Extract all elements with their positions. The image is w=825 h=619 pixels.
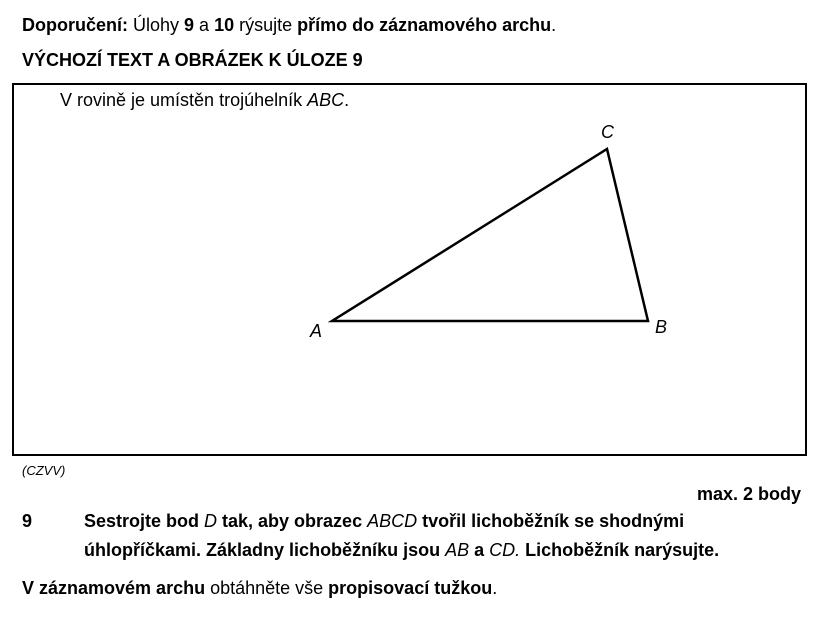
pen-note-text-1: V	[22, 578, 40, 598]
pen-note-pen: propisovací tužkou	[328, 578, 493, 598]
pen-note-text-2: obtáhněte vše	[205, 578, 329, 598]
vertex-label-c: C	[601, 122, 614, 142]
task-text-4: úhlopříčkami. Základny lichoběžníku jsou	[84, 540, 446, 560]
recommendation-emphasis: přímo do záznamového archu	[297, 15, 552, 35]
vertex-label-b: B	[655, 317, 668, 337]
base-cd: CD.	[489, 540, 521, 560]
triangle-abc	[332, 149, 648, 321]
task-text-line-1	[84, 511, 684, 532]
task-number-10-ref: 10	[214, 15, 235, 35]
recommendation-label: Doporučení:	[22, 15, 128, 35]
task-text-line-2	[84, 540, 719, 561]
base-ab: AB	[445, 540, 470, 560]
task-text-6: Lichoběžník narýsujte.	[520, 540, 720, 560]
vertex-label-a: A	[310, 321, 323, 341]
task-number: 9	[22, 511, 33, 531]
pen-note-text-3: .	[492, 578, 498, 598]
task-text-2: tak, aby obrazec	[217, 511, 368, 531]
pen-note	[22, 578, 497, 599]
intro-sentence: V rovině je umístěn trojúhelník	[60, 90, 308, 110]
recommendation-text-3: rýsujte	[234, 15, 298, 35]
triangle-name: ABC	[307, 90, 345, 110]
task-number-9-ref: 9	[184, 15, 195, 35]
recommendation-text-4: .	[551, 15, 557, 35]
pen-note-archive: záznamovém archu	[39, 578, 206, 598]
recommendation-text-1: Úlohy	[128, 15, 185, 35]
task-text-3: tvořil lichoběžník se shodnými	[417, 511, 685, 531]
task-text-1: Sestrojte bod	[84, 511, 205, 531]
task-text-5: a	[469, 540, 490, 560]
intro-end: .	[344, 90, 350, 110]
shape-name: ABCD	[367, 511, 418, 531]
section-heading: VÝCHOZÍ TEXT A OBRÁZEK K ÚLOZE 9	[22, 50, 363, 70]
recommendation-text-2: a	[194, 15, 215, 35]
point-d: D	[204, 511, 218, 531]
source-note: (CZVV)	[22, 463, 66, 478]
max-points: max. 2 body	[696, 484, 801, 504]
